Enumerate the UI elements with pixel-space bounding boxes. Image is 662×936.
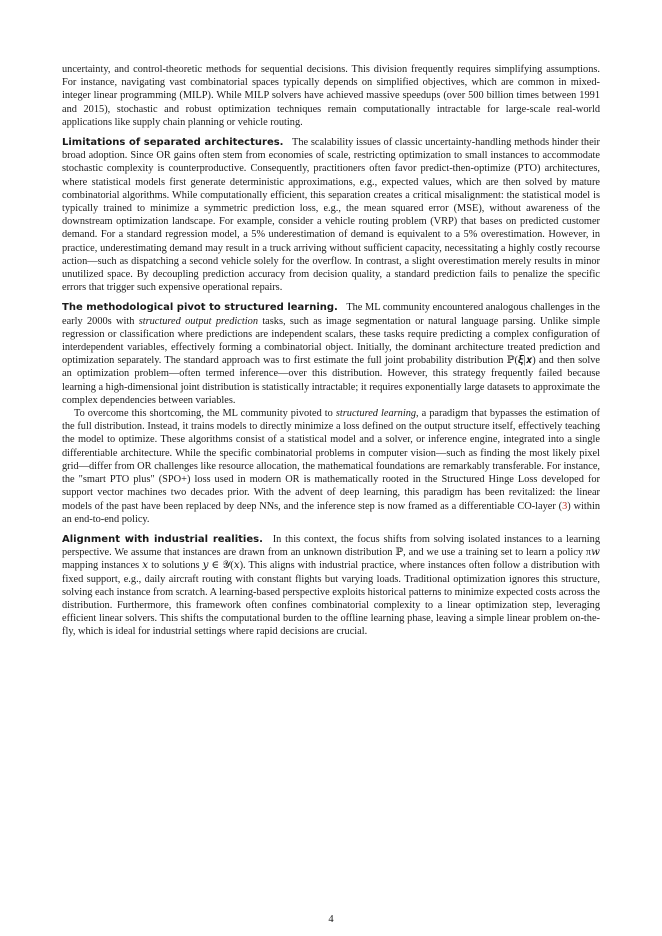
emphasis-term: structured learning: [335, 408, 417, 420]
paragraph-text: ) within an end-to-end policy.: [62, 500, 601, 525]
paragraph-text: tasks, such as image segmentation or natural language parsing. Unlike simple regression or classification where predictions are independent scalars, these tasks require predicting a complex configuration of interdependent variables, effectively forming a combinatorial object. Initially, the dominant architecture treated prediction and optimization separately. The standard approach was to first estimate the full joint probability distribution: [62, 315, 601, 367]
paragraph-text: In this context, the focus shifts from solving isolated instances to a learning perspective. We assume that instances are drawn from an unknown distribution ℙ, and we use a training set to learn a policy: [62, 533, 600, 559]
citation-link[interactable]: 3: [562, 500, 568, 512]
paragraph-limitations: [62, 136, 600, 294]
paragraph-text: uncertainty, and control-theoretic methods for sequential decisions. This division frequently requires simplifying assumptions. For instance, navigating vast combinatorial spaces typically depends on simplified objectives, which are common in mixed-integer linear programming (MILP). While MILP solvers have achieved massive speedups (over 500 billion times between 1991 and 2015), stochastic and robust optimization techniques remain computationally intractable for large-scale real-world applications like supply chain planning or vehicle routing.: [62, 64, 600, 128]
math-expression: ℙ(𝝃|𝒙): [506, 355, 536, 367]
paragraph-heading: Alignment with industrial realities.: [62, 533, 263, 545]
paragraph-text: to solutions: [151, 560, 200, 572]
math-expression: π𝑤: [585, 547, 600, 559]
paragraph-heading: The methodological pivot to structured learning.: [62, 302, 338, 314]
math-expression: 𝑦 ∈ 𝒴(𝑥).: [202, 560, 246, 572]
paragraph-text: This aligns with industrial practice, where instances often follow a distribution with fixed support, e.g., daily aircraft routing with constant flights but varying loads. Traditional optimization ignores this structure, solving each instance from scratch. A learning-based perspective exploits historical patterns to minimize expected costs across the distribution. Furthermore, this framework often confines combinatorial complexity to a linear optimization step, leveraging efficient linear solvers. This shifts the computational burden to the offline learning phase, leaving a simple linear problem on-the-fly, which is ideal for industrial settings where rapid decisions are crucial.: [62, 560, 600, 638]
math-expression: 𝑥: [142, 560, 149, 572]
paragraph-text: To overcome this shortcoming, the ML community pivoted to: [74, 408, 333, 420]
paragraph-industrial-alignment: [62, 533, 600, 639]
page-number: 4: [328, 914, 334, 925]
paragraph-intro-continued: [62, 63, 600, 129]
paragraph-structured-learning-pivot: [62, 301, 600, 407]
paragraph-text: , a paradigm that bypasses the estimation of the full distribution. Instead, it trains models to directly minimize a loss defined on the output structure itself, effectively teaching the model to optimize. These algorithms consist of a statistical model and a solver, or inference engine, integrated into a single differentiable architecture. While the specific combinatorial problems in computer vision—such as finding the most likely pixel grid—differ from OR challenges like resource allocation, the mathematical foundations are remarkably transferable. For instance, the "smart PTO plus" (SPO+) loss used in modern OR is mathematically rooted in the Structured Hinge Loss developed for support vector machines two decades prior. With the advent of deep learning, this paradigm has been revitalized: the linear models of the past have been replaced by deep NNs, and the inference step is now framed as a differentiable CO-layer (: [62, 408, 600, 512]
paragraph-text: The scalability issues of classic uncertainty-handling methods hinder their broad adoption. Since OR gains often stem from economies of scale, restricting optimization to small instances to accommodate stochastic complexity is counterproductive. Consequently, practitioners often favor predict-then-optimize (PTO) architectures, where statistical models first generate deterministic approximations, e.g., expected values, which are then solved by mature combinatorial algorithms. While computationally efficient, this separation creates a critical misalignment: the statistical model is typically trained to minimize a symmetric prediction loss, e.g., the mean squared error (MSE), without awareness of the downstream optimization landscape. For example, consider a vehicle routing problem (VRP) that bases on predicted customer demand. For a standard regression model, a 5% underestimation of demand is equivalent to a 5% overestimation. However, in practice, underestimating demand may result in a truck arriving without sufficient capacity, necessitating a highly costly recourse action—such as dispatching a second vehicle solely for the overflow. In contrast, a slight overestimation merely results in minor unutilized space. By decoupling prediction accuracy from decision quality, a standard prediction fails to penalize the specific errors that trigger such expensive operational repairs.: [62, 137, 600, 294]
paragraph-text: mapping instances: [62, 560, 140, 572]
body-column: [62, 63, 600, 639]
emphasis-term: structured output prediction: [138, 315, 258, 327]
paragraph-text: The ML community encountered analogous challenges in the early 2000s with: [62, 302, 600, 327]
paragraph-structured-learning-detail: [62, 407, 600, 526]
paragraph-text: and then solve an optimization problem—often termed inference—over this distribution. However, this strategy frequently failed because learning a high-dimensional joint distribution is statistically intractable; it requires exponentially large datasets to approximate the complex dependencies between variables.: [62, 355, 600, 406]
paragraph-heading: Limitations of separated architectures.: [62, 137, 284, 149]
